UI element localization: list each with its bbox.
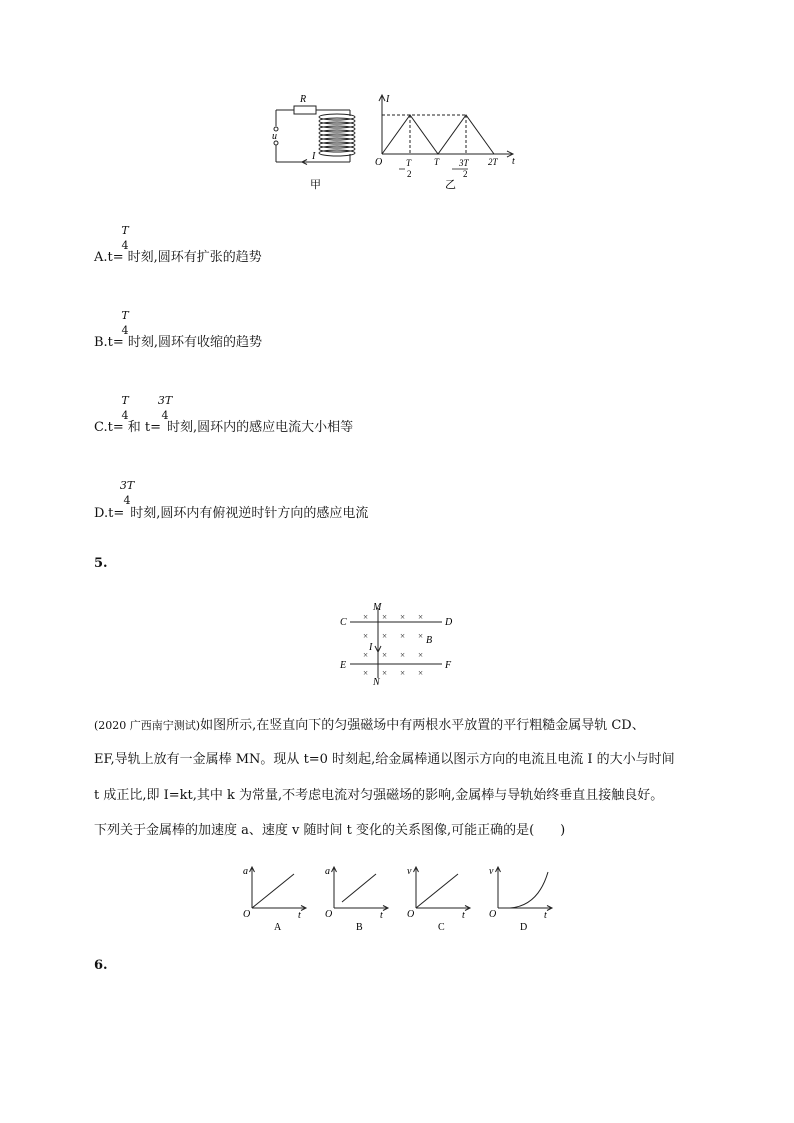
- option-b-line: [94, 335, 262, 351]
- option-b-fraction: [118, 309, 132, 337]
- svg-text:×: ×: [418, 650, 424, 660]
- option-a-line: [94, 250, 262, 266]
- option-d-frac-den: 4: [123, 494, 131, 507]
- svg-text:×: ×: [400, 612, 406, 622]
- option-c-frac1-num: T: [121, 394, 129, 407]
- option-b-prefix: B.t=: [94, 335, 124, 350]
- option-c-prefix: C.t=: [94, 420, 124, 435]
- graph-origin: O: [375, 157, 383, 168]
- graph-c-xlabel: t: [462, 910, 465, 921]
- option-c-fraction-1: [118, 394, 132, 422]
- graph-b-line: [342, 874, 376, 902]
- question-5-line-1: [94, 718, 645, 734]
- graph-a-ylabel: a: [243, 866, 248, 877]
- option-a-fraction: [118, 224, 132, 252]
- question-5-line-3: t 成正比,即 I=kt,其中 k 为常量,不考虑电流对匀强磁场的影响,金属棒与导轨始终垂直且接触良好。: [94, 788, 664, 803]
- svg-text:×: ×: [363, 631, 369, 641]
- caption-yi: 乙: [445, 179, 456, 191]
- label-B: B: [426, 635, 433, 646]
- triangular-current-line: [382, 115, 494, 154]
- resistor: [294, 106, 316, 114]
- graph-x-label: t: [512, 156, 515, 167]
- tick-T: T: [434, 157, 440, 167]
- label-F: F: [445, 660, 452, 671]
- option-c-frac2-num: 3T: [157, 394, 173, 407]
- label-C: C: [340, 617, 347, 628]
- tick-half-T-num: T: [406, 158, 412, 168]
- graph-c-caption: C: [438, 922, 445, 933]
- question-5-line-2: EF,导轨上放有一金属棒 MN。现从 t=0 时刻起,给金属棒通以图示方向的电流且电流 I 的大小与时间: [94, 752, 675, 767]
- option-c-frac1-den: 4: [121, 409, 129, 422]
- option-d-fraction: [118, 479, 136, 507]
- graph-b-origin: O: [325, 909, 333, 920]
- svg-text:×: ×: [400, 631, 406, 641]
- option-d-frac-num: 3T: [119, 479, 135, 492]
- option-c-line: [94, 420, 353, 436]
- label-I: I: [369, 642, 373, 653]
- svg-text:×: ×: [363, 612, 369, 622]
- question-5-text-1: 如图所示,在竖直向下的匀强磁场中有两根水平放置的平行粗糙金属导轨 CD、: [200, 718, 645, 733]
- tick-3T-half-num: 3T: [459, 158, 469, 168]
- graph-a-line: [252, 874, 294, 908]
- graph-d-origin: O: [489, 909, 497, 920]
- graph-d-caption: D: [520, 922, 528, 933]
- graph-b-xlabel: t: [380, 910, 383, 921]
- label-D: D: [445, 617, 453, 628]
- question-5-number: 5.: [94, 556, 108, 571]
- svg-text:×: ×: [418, 668, 424, 678]
- graph-c-line: [416, 874, 458, 908]
- svg-text:×: ×: [382, 650, 388, 660]
- resistor-label: R: [300, 94, 307, 105]
- graph-d-ylabel: v: [489, 866, 494, 877]
- answer-graphs: [238, 860, 558, 936]
- option-b-frac-den: 4: [121, 324, 129, 337]
- graph-y-label: I: [386, 94, 390, 105]
- svg-text:×: ×: [418, 612, 424, 622]
- graph-d-curve: [510, 872, 548, 908]
- option-d-line: [94, 506, 368, 522]
- option-a-frac-num: T: [121, 224, 129, 237]
- option-b-frac-num: T: [121, 309, 129, 322]
- figure-circuit-and-graph: [262, 88, 538, 196]
- tick-2T: 2T: [488, 157, 498, 167]
- graph-a-origin: O: [243, 909, 251, 920]
- svg-text:×: ×: [382, 668, 388, 678]
- option-c-text: 时刻,圆环内的感应电流大小相等: [166, 420, 354, 435]
- graph-b-caption: B: [356, 922, 363, 933]
- option-c-frac2-den: 4: [161, 409, 169, 422]
- svg-text:×: ×: [382, 631, 388, 641]
- svg-text:×: ×: [418, 631, 424, 641]
- svg-text:×: ×: [363, 668, 369, 678]
- label-M: M: [373, 602, 382, 613]
- graph-d-xlabel: t: [544, 910, 547, 921]
- source-voltage-label: u: [272, 131, 277, 142]
- option-d-prefix: D.t=: [94, 506, 125, 521]
- svg-text:×: ×: [363, 650, 369, 660]
- question-5-line-4: 下列关于金属棒的加速度 a、速度 v 随时间 t 变化的关系图像,可能正确的是( ): [94, 823, 566, 838]
- tick-half-T-den: 2: [407, 169, 412, 179]
- svg-text:×: ×: [400, 668, 406, 678]
- circuit-current-label: I: [312, 151, 316, 162]
- option-b-text: 时刻,圆环有收缩的趋势: [127, 335, 262, 350]
- figure-magnetic-rails: [336, 598, 460, 686]
- graph-c-ylabel: v: [407, 866, 412, 877]
- graph-c-origin: O: [407, 909, 415, 920]
- question-6-number: 6.: [94, 958, 108, 973]
- label-N: N: [373, 677, 380, 686]
- option-a-frac-den: 4: [121, 239, 129, 252]
- svg-text:×: ×: [382, 612, 388, 622]
- label-E: E: [340, 660, 347, 671]
- question-5-source: (2020 广西南宁测试): [94, 719, 201, 732]
- option-c-fraction-2: [156, 394, 174, 422]
- graph-a-xlabel: t: [298, 910, 301, 921]
- graph-b-ylabel: a: [325, 866, 330, 877]
- solenoid-coil: [319, 114, 355, 156]
- tick-3T-half-den: 2: [463, 169, 468, 179]
- option-c-mid: 和 t=: [127, 420, 161, 435]
- option-a-text: 时刻,圆环有扩张的趋势: [127, 250, 262, 265]
- option-d-text: 时刻,圆环内有俯视逆时针方向的感应电流: [130, 506, 369, 521]
- svg-text:×: ×: [400, 650, 406, 660]
- caption-jia: 甲: [310, 179, 321, 191]
- graph-a-caption: A: [274, 922, 282, 933]
- option-a-prefix: A.t=: [94, 250, 124, 265]
